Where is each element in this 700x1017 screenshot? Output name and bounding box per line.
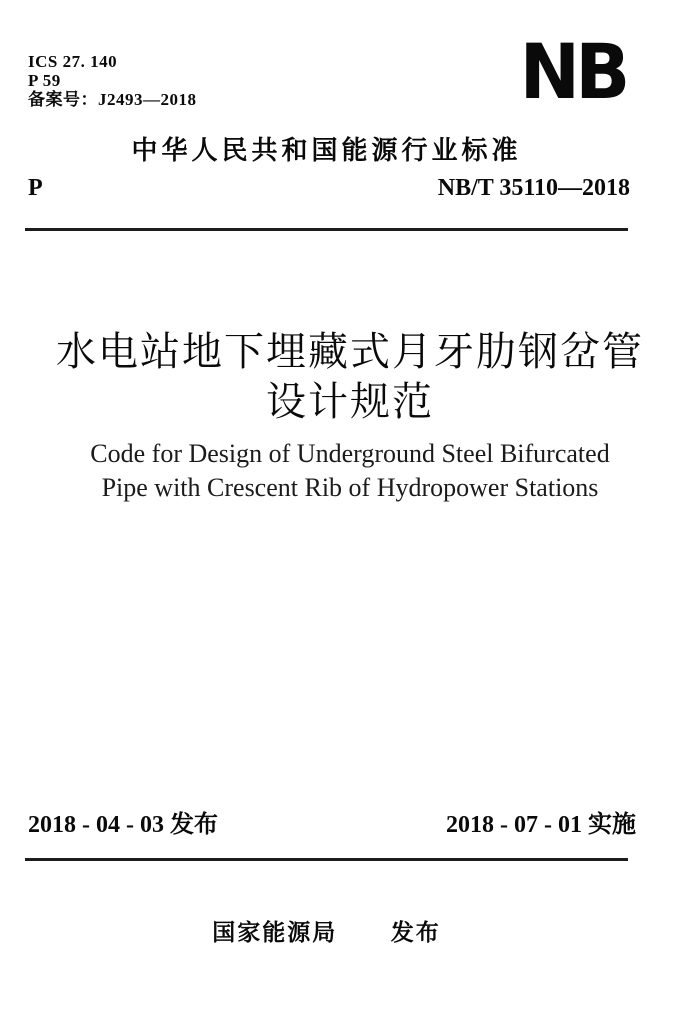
date-row bbox=[28, 804, 636, 839]
record-number: 备案号：J2493—2018 bbox=[28, 90, 197, 109]
issue-date: 2018 - 04 - 03 发布 bbox=[28, 812, 218, 838]
title-chinese-line1: 水电站地下埋藏式月牙肋钢岔管 bbox=[56, 329, 644, 374]
title-chinese-line2: 设计规范 bbox=[266, 379, 434, 424]
implementation-date: 2018 - 07 - 01 实施 bbox=[446, 812, 636, 838]
title-chinese bbox=[0, 327, 700, 427]
title-english-line1: Code for Design of Underground Steel Bifurcated bbox=[90, 439, 610, 468]
header-rule bbox=[25, 228, 628, 231]
publisher-line bbox=[25, 914, 628, 947]
publish-action-label: 发布 bbox=[390, 919, 441, 945]
nb-logo: NB bbox=[520, 27, 626, 116]
title-english bbox=[0, 437, 700, 505]
title-english-line2: Pipe with Crescent Rib of Hydropower Stations bbox=[101, 473, 599, 502]
publisher-name: 国家能源局 bbox=[212, 919, 338, 945]
standard-number: NB/T 35110—2018 bbox=[437, 175, 630, 201]
standard-type-title: 中华人民共和国能源行业标准 bbox=[131, 135, 522, 165]
standard-number-row bbox=[28, 175, 630, 202]
doc-class-letter: P bbox=[28, 175, 43, 201]
ics-code: ICS 27. 140 bbox=[28, 52, 118, 71]
meta-block bbox=[28, 52, 197, 109]
footer-rule bbox=[25, 858, 628, 861]
classification-code: P 59 bbox=[28, 71, 61, 90]
